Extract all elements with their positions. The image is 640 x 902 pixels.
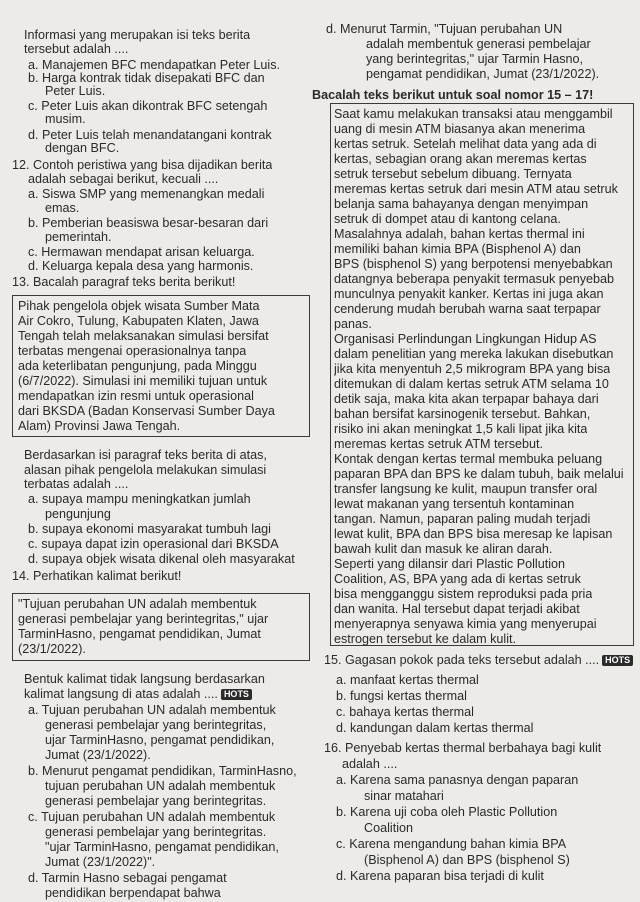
q14-hots-line — [24, 687, 252, 702]
right-text-line: a. manfaat kertas thermal — [336, 673, 479, 687]
right-text-line: detik saja, maka kita akan terpapar bahaya dari — [334, 392, 599, 406]
right-text-line: yang berintegritas," ujar Tarmin Hasno, — [366, 52, 584, 66]
left-text-line: a. Tujuan perubahan UN adalah membentuk — [28, 703, 276, 717]
q13-box-text-line: terbatas mengenai operasionalnya tanpa — [18, 344, 247, 358]
right-text-line: estrogen tersebut ke dalam kulit. — [334, 632, 517, 646]
left-text-line: b. Pemberian beasiswa besar-besaran dari — [28, 216, 269, 230]
right-text-line: b. Karena uji coba oleh Plastic Pollution — [336, 805, 558, 819]
left-text-line: b. supaya ekonomi masyarakat tumbuh lagi — [28, 522, 271, 536]
left-text-line: b. Harga kontrak tidak disepakati BFC dan — [28, 71, 265, 85]
right-text-line: cenderung mudah berubah warna saat terpapar — [334, 302, 601, 316]
right-text-line: meremas kertas setruk ATM tersebut. — [334, 437, 544, 451]
right-text-line: setruk tersebut sebelum dibuang. Ternyata — [334, 167, 572, 181]
left-text-line: musim. — [45, 112, 86, 126]
right-text-line: c. bahaya kertas thermal — [336, 705, 474, 719]
left-text-line: b. Menurut pengamat pendidikan, TarminHasno, — [28, 764, 297, 778]
right-text-line: d. kandungan dalam kertas thermal — [336, 721, 534, 735]
left-text-line: d. supaya objek wisata dikenal oleh masyarakat — [28, 552, 295, 566]
right-text-line: transfer langsung ke kulit, maupun transfer oral — [334, 482, 598, 496]
right-text-line: Masalahnya adalah, bahan kertas thermal ini — [334, 227, 585, 241]
right-text-line: lewat kulit, BPA dan BPS bisa meresap ke lapisan — [334, 527, 613, 541]
left-text-line: d. Peter Luis telah menandatangani kontrak — [28, 128, 272, 142]
left-text-line: a. Siswa SMP yang memenangkan medali — [28, 187, 265, 201]
right-text-line: meremas kertas setruk dari mesin ATM atau setruk — [334, 182, 618, 196]
right-text-line: d. Menurut Tarmin, "Tujuan perubahan UN — [326, 22, 563, 36]
left-text-line: pendidikan berpendapat bahwa — [45, 886, 221, 900]
right-text-line: pengamat pendidikan, Jumat (23/1/2022). — [366, 67, 600, 81]
left-text-line: generasi pembelajar yang berintegritas. — [45, 794, 267, 808]
hots-badge-q15: HOTS — [602, 655, 633, 666]
right-text-line: Organisasi Perlindungan Lingkungan Hidup AS — [334, 332, 597, 346]
right-text-line: kertas setruk. Setelah melihat data yang ada di — [334, 137, 597, 151]
left-text-line: alasan pihak pengelola melakukan simulasi — [24, 463, 267, 477]
left-text-line: Peter Luis. — [45, 84, 106, 98]
left-text-line: dengan BFC. — [45, 141, 120, 155]
left-text-line: generasi pembelajar yang berintegritas, — [45, 718, 267, 732]
q14-box-text-line: "Tujuan perubahan UN adalah membentuk — [18, 597, 257, 611]
left-text-line: 14. Perhatikan kalimat berikut! — [12, 569, 182, 583]
right-text-line: bawah kulit dan masuk ke aliran darah. — [334, 542, 553, 556]
q13-box-text-line: ada keterlibatan pengunjung, pada Minggu — [18, 359, 257, 373]
q14-box-text-line: generasi pembelajar yang berintegritas," ujar — [18, 612, 269, 626]
q13-box-text-line: mendapatkan izin resmi untuk operasional — [18, 389, 254, 403]
left-text-line: terbatas adalah .... — [24, 477, 129, 491]
q14-box-text-line: (23/1/2022). — [18, 642, 86, 656]
right-text-line: datangnya beberapa penyakit termasuk penyebab — [334, 272, 615, 286]
left-text-line: pemerintah. — [45, 230, 112, 244]
right-text-line: 16. Penyebab kertas thermal berbahaya bagi kulit — [324, 741, 602, 755]
q13-box-text-line: Pihak pengelola objek wisata Sumber Mata — [18, 299, 260, 313]
right-text-line: risiko ini akan meningkat 1,5 kali lipat jika kita — [334, 422, 588, 436]
right-text-line: Coalition, AS, BPA yang ada di kertas setruk — [334, 572, 581, 586]
left-text-line: Jumat (23/1/2022)". — [45, 855, 156, 869]
q13-box-text-line: Tengah telah melaksanakan simulasi bersifat — [18, 329, 269, 343]
right-text-line: BPS (bisphenol S) yang berpotensi menyebabkan — [334, 257, 613, 271]
right-text-line: c. Karena mengandung bahan kimia BPA — [336, 837, 567, 851]
right-text-line: uang di mesin ATM biasanya akan menerima — [334, 122, 586, 136]
left-text-line: Bentuk kalimat tidak langsung berdasarkan — [24, 672, 265, 686]
right-text-line: memiliki bahan kimia BPA (Bisphenol A) dan — [334, 242, 581, 256]
left-text-line: ujar TarminHasno, pengamat pendidikan, — [45, 733, 275, 747]
q15-stem-text: 15. Gagasan pokok pada teks tersebut adalah .... — [324, 653, 600, 667]
q13-box-text-line: (6/7/2022). Simulasi ini memiliki tujuan untuk — [18, 374, 268, 388]
left-text-line: c. Peter Luis akan dikontrak BFC setengah — [28, 99, 268, 113]
left-text-line: tujuan perubahan UN adalah membentuk — [45, 779, 276, 793]
left-text-line: d. Tarmin Hasno sebagai pengamat — [28, 871, 227, 885]
q13-box-text-line: Air Cokro, Tulung, Kabupaten Klaten, Jawa — [18, 314, 259, 328]
left-text-line: a. supaya mampu meningkatkan jumlah — [28, 492, 251, 506]
left-text-line: a. Manajemen BFC mendapatkan Peter Luis. — [28, 58, 281, 72]
q14-stem-text: kalimat langsung di atas adalah .... — [24, 687, 218, 701]
passage-heading: Bacalah teks berikut untuk soal nomor 15 – 17! — [312, 88, 594, 102]
left-text-line: 13. Bacalah paragraf teks berita berikut! — [12, 275, 236, 289]
left-text-line: d. Keluarga kepala desa yang harmonis. — [28, 259, 254, 273]
left-text-line: Berdasarkan isi paragraf teks berita di atas, — [24, 448, 267, 462]
right-text-line: b. fungsi kertas thermal — [336, 689, 467, 703]
left-text-line: c. Tujuan perubahan UN adalah membentuk — [28, 810, 276, 824]
right-text-line: paparan BPA dan BPS ke dalam tubuh, baik melalui — [334, 467, 624, 481]
left-text-line: pengunjung — [45, 507, 111, 521]
q13-box-text-line: Alam) Provinsi Jawa Tengah. — [18, 419, 181, 433]
right-text-line: panas. — [334, 317, 372, 331]
right-text-line: (Bisphenol A) dan BPS (bisphenol S) — [364, 853, 570, 867]
q15-stem — [324, 653, 633, 668]
q13-box-text-line: dari BKSDA (Badan Konservasi Sumber Daya — [18, 404, 275, 418]
right-text-line: d. Karena paparan bisa terjadi di kulit — [336, 869, 544, 883]
left-text-line: c. supaya dapat izin operasional dari BKSDA — [28, 537, 279, 551]
right-text-line: Coalition — [364, 821, 414, 835]
right-text-line: adalah membentuk generasi pembelajar — [366, 37, 591, 51]
right-text-line: dan wanita. Hal tersebut dapat terjadi akibat — [334, 602, 580, 616]
right-text-line: sinar matahari — [364, 789, 444, 803]
right-text-line: bisa mengganggu sistem reproduksi pada pria — [334, 587, 593, 601]
left-text-line: tersebut adalah .... — [24, 42, 129, 56]
left-text-line: adalah sebagai berikut, kecuali .... — [28, 172, 219, 186]
right-text-line: belanja sama bahayanya dengan menyimpan — [334, 197, 589, 211]
q14-box-text-line: TarminHasno, pengamat pendidikan, Jumat — [18, 627, 261, 641]
left-text-line: generasi pembelajar yang berintegritas. — [45, 825, 267, 839]
right-text-line: menyerapnya senyawa kimia yang menyerupai — [334, 617, 597, 631]
right-text-line: ditemukan di dalam kertas setruk ATM selama 10 — [334, 377, 609, 391]
left-text-line: emas. — [45, 201, 80, 215]
right-text-line: lewat makanan yang tersentuh kontaminan — [334, 497, 575, 511]
right-text-line: tangan. Namun, paparan paling mudah terjadi — [334, 512, 591, 526]
right-text-line: setruk di dompet atau di kantong celana. — [334, 212, 561, 226]
left-text-line: c. Hermawan mendapat arisan keluarga. — [28, 245, 255, 259]
right-text-line: kertas, sebagian orang akan meremas kertas — [334, 152, 587, 166]
right-text-line: a. Karena sama panasnya dengan paparan — [336, 773, 579, 787]
right-text-line: dalam penelitian yang mereka lakukan disebutkan — [334, 347, 614, 361]
right-text-line: munculnya penyakit kanker. Kertas ini juga akan — [334, 287, 604, 301]
left-text-line: Jumat (23/1/2022). — [45, 748, 151, 762]
right-text-line: Saat kamu melakukan transaksi atau menggambil — [334, 107, 613, 121]
hots-badge: HOTS — [221, 689, 252, 700]
right-text-line: adalah .... — [342, 757, 398, 771]
left-text-line: "ujar TarminHasno, pengamat pendidikan, — [45, 840, 279, 854]
right-text-line: jika kita menyentuh 2,5 mikrogram BPA yang bisa — [334, 362, 611, 376]
left-text-line: 12. Contoh peristiwa yang bisa dijadikan berita — [12, 158, 273, 172]
right-text-line: bahan bersifat karsinogenik tersebut. Bahkan, — [334, 407, 591, 421]
right-text-line: Seperti yang dilansir dari Plastic Pollution — [334, 557, 566, 571]
left-text-line: Informasi yang merupakan isi teks berita — [24, 28, 251, 42]
right-text-line: Kontak dengan kertas termal membuka peluang — [334, 452, 603, 466]
